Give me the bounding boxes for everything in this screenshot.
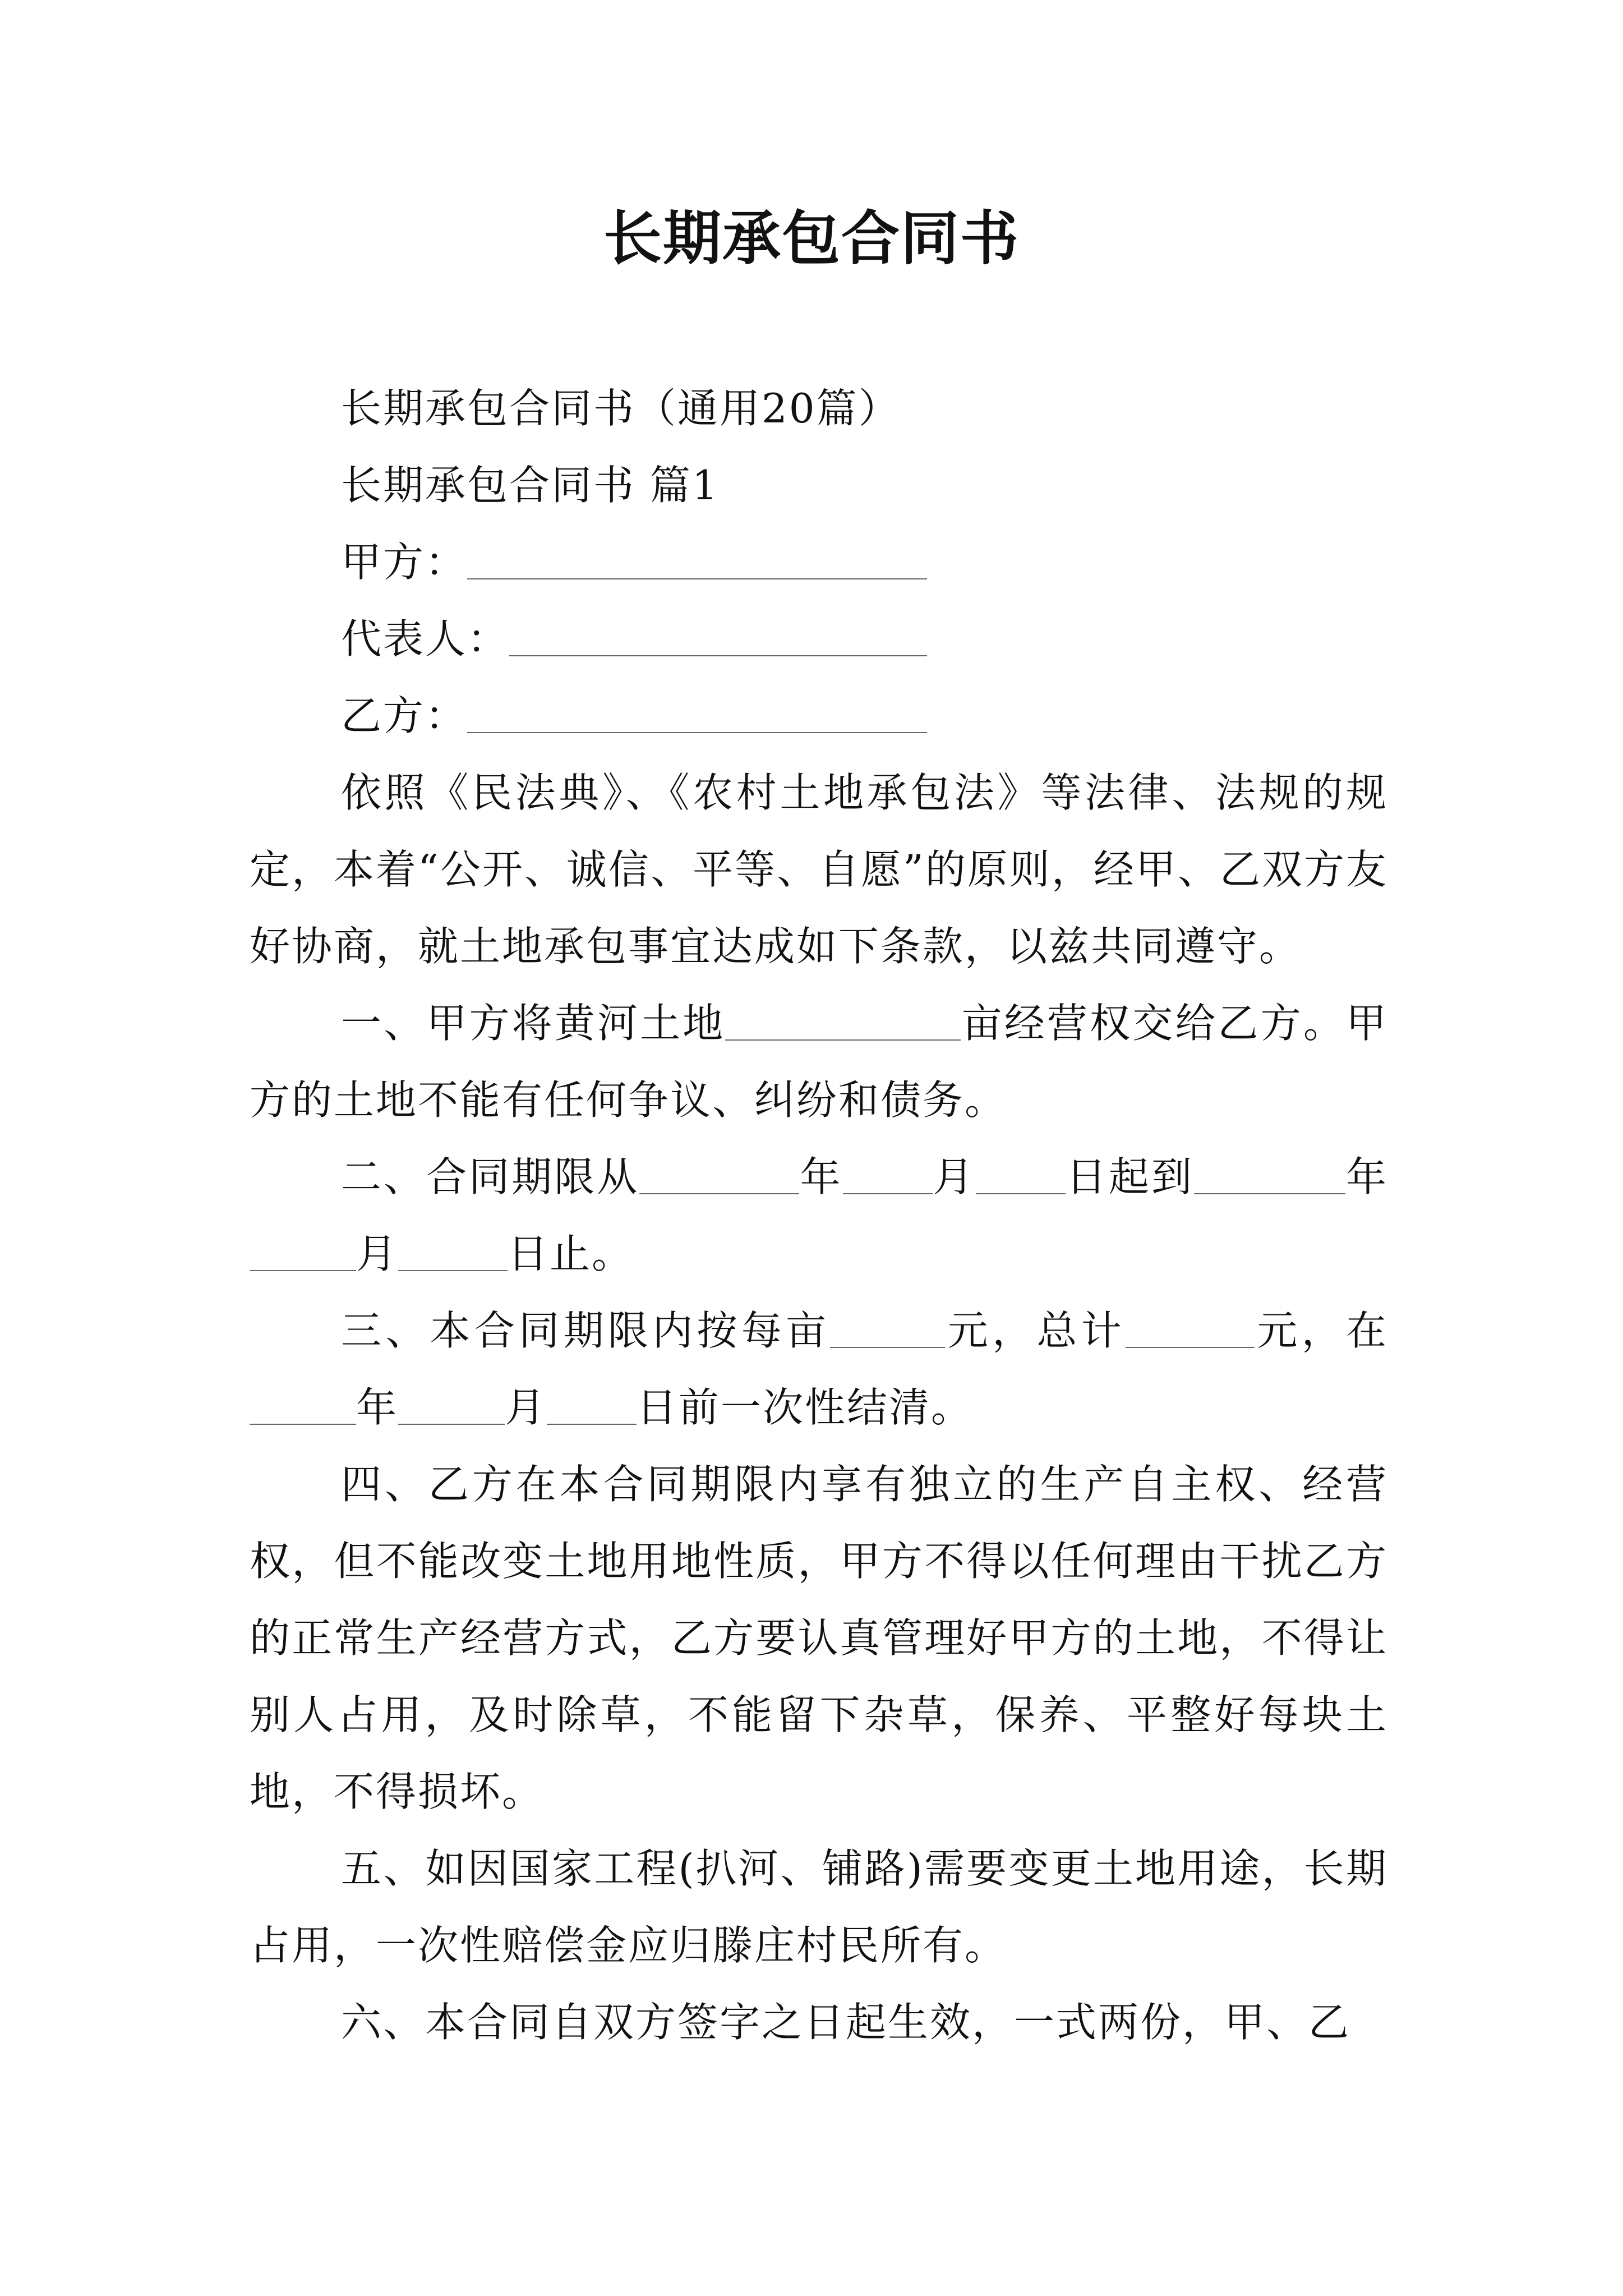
document-body: [250, 370, 1388, 2061]
price-per-mu-blank: [830, 1346, 945, 1348]
start-year-label: 年: [799, 1153, 843, 1200]
party-a-row: [250, 524, 1388, 601]
clause-1-text-b: 亩经营权交给乙方。甲方的土地不能有任何争议、纠纷和债务。: [250, 1000, 1388, 1124]
party-b-row: [250, 678, 1388, 754]
end-month-blank: [250, 1269, 356, 1271]
end-year-blank: [1194, 1193, 1345, 1194]
clause-3-paragraph: [250, 1292, 1388, 1446]
representative-row: [250, 601, 1388, 678]
party-a-blank: [467, 578, 927, 579]
end-day-blank: [398, 1269, 508, 1271]
settle-month-label: 月: [505, 1384, 547, 1431]
clause-3-text-b: 元，总计: [945, 1307, 1126, 1354]
end-year-label: 年: [1345, 1153, 1388, 1200]
clause-5-paragraph: 五、如因国家工程(扒河、铺路)需要变更土地用途，长期占用，一次性赔偿金应归滕庄村民所有。: [250, 1845, 1388, 1969]
document-title: 长期承包合同书: [603, 204, 1020, 273]
clause-6-paragraph: 六、本合同自双方签字之日起生效，一式两份，甲、乙: [341, 1999, 1351, 2046]
subtitle: 长期承包合同书（通用20篇）: [341, 385, 901, 432]
start-month-blank: [843, 1193, 933, 1194]
party-b-label: 乙方：: [341, 692, 468, 739]
total-price-blank: [1126, 1346, 1255, 1348]
start-day-blank: [976, 1193, 1066, 1194]
clause-3-text-c: 元，在: [1255, 1307, 1388, 1354]
start-day-label: 日起到: [1065, 1153, 1194, 1200]
clause-1-text-a: 一、甲方将黄河土地: [341, 1000, 726, 1047]
end-month-label: 月: [356, 1230, 399, 1277]
start-month-label: 月: [932, 1153, 976, 1200]
section-heading: 长期承包合同书 篇1: [341, 462, 720, 509]
clause-1-paragraph: [250, 985, 1388, 1139]
settle-day-blank: [547, 1423, 637, 1425]
representative-blank: [509, 655, 927, 656]
party-b-blank: [467, 731, 927, 733]
clause-3-text-a: 三、本合同期限内按每亩: [341, 1307, 831, 1354]
clause-2-paragraph: [250, 1139, 1388, 1292]
clause-4-paragraph: 四、乙方在本合同期限内享有独立的生产自主权、经营权，但不能改变土地用地性质，甲方不得以任何理由干扰乙方的正常生产经营方式，乙方要认真管理好甲方的土地，不得让别人占用，及时除草，不能留下杂草，保养、平整好每块土地，不得损坏。: [250, 1461, 1388, 1815]
party-a-label: 甲方：: [341, 539, 468, 586]
clause-2-text-a: 二、合同期限从: [341, 1153, 640, 1200]
settle-year-blank: [250, 1423, 356, 1425]
settle-day-label: 日前一次性结清。: [637, 1384, 974, 1431]
settle-month-blank: [398, 1423, 505, 1425]
end-day-label: 日止。: [508, 1230, 634, 1277]
representative-label: 代表人：: [341, 615, 510, 662]
land-area-blank: [725, 1039, 961, 1041]
preamble-paragraph: 依照《民法典》、《农村土地承包法》等法律、法规的规定，本着“公开、诚信、平等、自愿”的原则，经甲、乙双方友好协商，就土地承包事宜达成如下条款，以兹共同遵守。: [250, 769, 1388, 970]
start-year-blank: [639, 1193, 799, 1194]
settle-year-label: 年: [356, 1384, 399, 1431]
